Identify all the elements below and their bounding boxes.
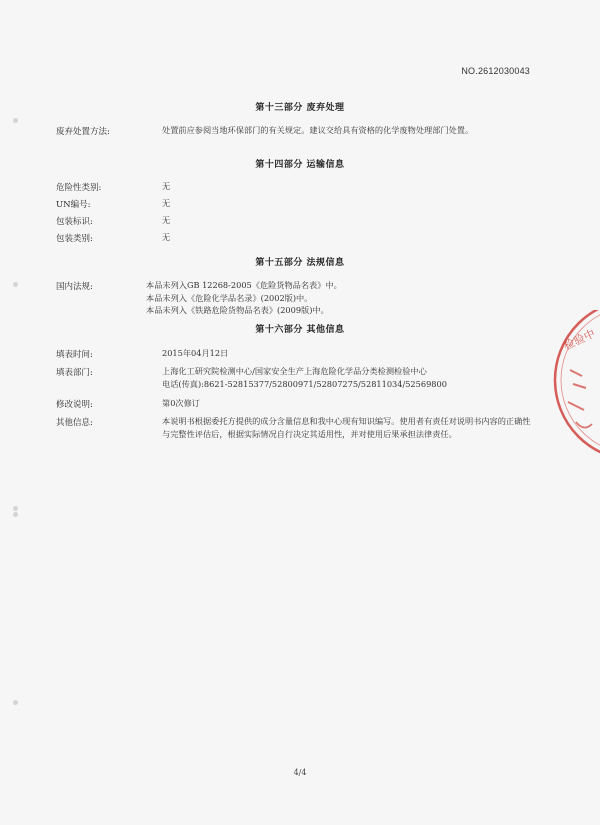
revision-value: 第0次修订 [162, 398, 200, 408]
hazard-class-value: 无 [162, 181, 171, 191]
fill-dept-line-2: 电话(传真):8621-52815377/52800971/52807275/52811034/52569800 [162, 379, 447, 389]
fill-dept-label: 填表部门: [56, 368, 93, 378]
hazard-class-label: 危险性类别: [56, 183, 102, 193]
package-mark-label: 包装标识: [56, 217, 93, 227]
other-info-value: 本说明书根据委托方提供的成分含量信息和我中心现有知识编写。使用者有责任对说明书内容的正确性与完整性评估后，根据实际情况自行决定其适用性，并对使用后果承担法律责任。 [162, 416, 531, 439]
section-14-title: 第十四部分 运输信息 [255, 160, 345, 170]
fill-date-label: 填表时间: [56, 350, 93, 360]
disposal-method-label: 废弃处置方法: [56, 127, 110, 137]
package-mark-value: 无 [162, 215, 171, 225]
document-number: NO.2612030043 [461, 66, 530, 76]
un-number-value: 无 [162, 198, 171, 208]
regulation-line-1: 本品未列入GB 12268-2005《危险货物品名表》中。 [146, 280, 342, 290]
disposal-method-value: 处置前应参阅当地环保部门的有关规定。建议交给具有资格的化学废物处理部门处置。 [162, 125, 474, 135]
svg-text:检验中: 检验中 [561, 326, 598, 353]
fill-date-value: 2015年04月12日 [162, 348, 229, 358]
un-number-label: UN编号: [56, 200, 91, 210]
package-class-label: 包装类别: [56, 234, 93, 244]
seal-stamp [540, 310, 600, 460]
fill-dept-line-1: 上海化工研究院检测中心/国家安全生产上海危险化学品分类检测检验中心 [162, 366, 427, 376]
section-13-title: 第十三部分 废弃处理 [255, 103, 345, 113]
regulation-line-2: 本品未列入《危险化学品名录》(2002版)中。 [146, 293, 313, 303]
binding-holes [13, 0, 23, 825]
section-16-title: 第十六部分 其他信息 [255, 325, 345, 335]
page-number: 4/4 [293, 768, 307, 777]
other-info-label: 其他信息: [56, 418, 93, 428]
regulation-line-3: 本品未列入《铁路危险货物品名表》(2009版)中。 [146, 305, 329, 315]
domestic-regulations-label: 国内法规: [56, 282, 93, 292]
package-class-value: 无 [162, 232, 171, 242]
section-15-title: 第十五部分 法规信息 [255, 258, 345, 268]
revision-label: 修改说明: [56, 400, 93, 410]
